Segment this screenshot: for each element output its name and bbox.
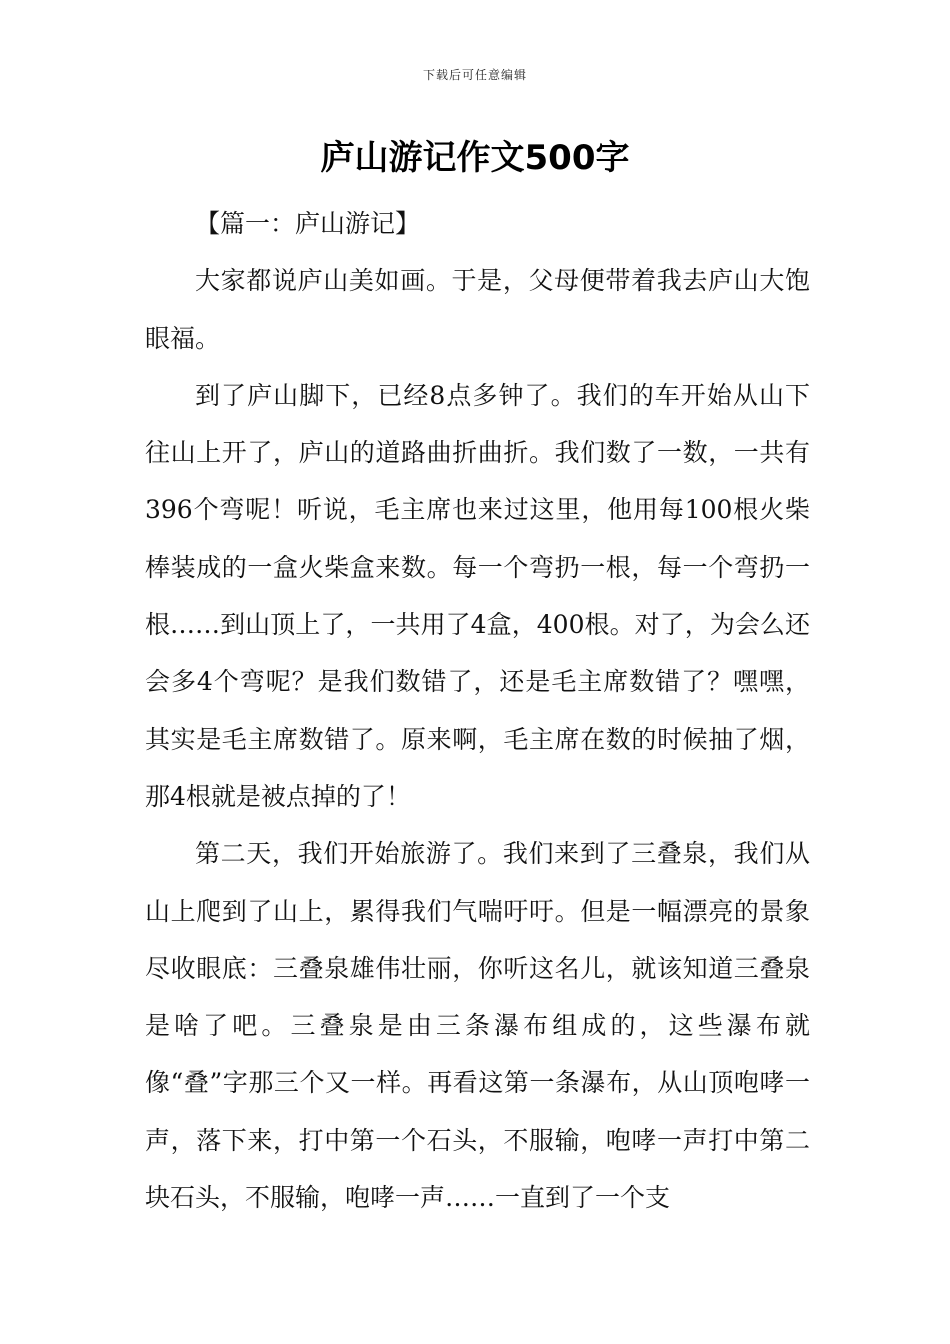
section-heading: 【篇一：庐山游记】	[195, 209, 421, 238]
header-note: 下载后可任意编辑	[422, 68, 527, 82]
paragraph-3: 第二天，我们开始旅游了。我们来到了三叠泉，我们从山上爬到了山上，累得我们气喘吁吁。但是一幅漂亮的景象尽收眼底：三叠泉雄伟壮丽，你听这名儿，就该知道三叠泉是啥了吧。三叠泉是由三条瀑布组成的，这些瀑布就像“叠”字那三个又一样。再看这第一条瀑布，从山顶咆哮一声，落下来，打中第一个石头，不服输，咆哮一声打中第二块石头，不服输，咆哮一声……一直到了一个支	[145, 839, 810, 1213]
document-body	[145, 195, 810, 1226]
paragraph-2: 到了庐山脚下，已经8点多钟了。我们的车开始从山下往山上开了，庐山的道路曲折曲折。我们数了一数，一共有396个弯呢！听说，毛主席也来过这里，他用每100根火柴棒装成的一盒火柴盒来数。每一个弯扔一根，每一个弯扔一根……到山顶上了，一共用了4盒，400根。对了，为会么还会多4个弯呢？是我们数错了，还是毛主席数错了？嘿嘿，其实是毛主席数错了。原来啊，毛主席在数的时候抽了烟，那4根就是被点掉的了！	[145, 380, 810, 811]
paragraph-1: 大家都说庐山美如画。于是，父母便带着我去庐山大饱眼福。	[145, 266, 810, 353]
document-title: 庐山游记作文500字	[320, 138, 630, 178]
